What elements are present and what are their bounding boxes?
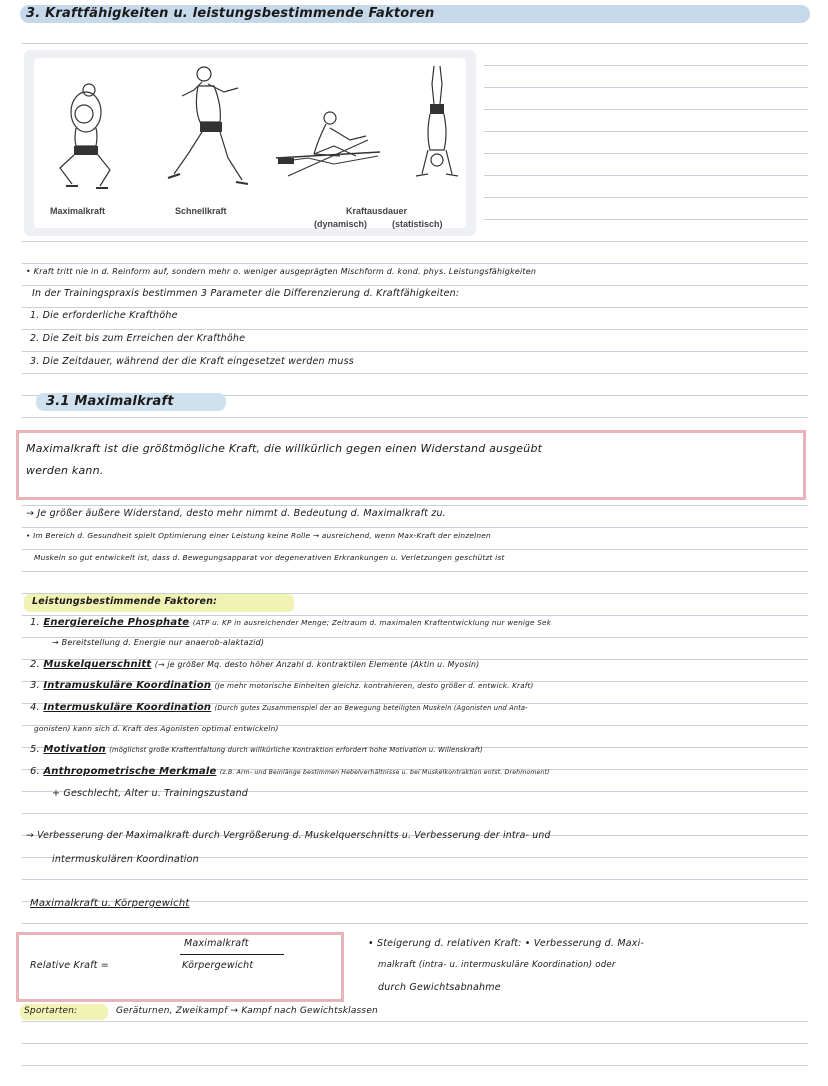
fraction-bar <box>180 954 284 955</box>
maximalkraft-athlete-illustration <box>52 76 122 194</box>
definition-line-1: Maximalkraft ist die größtmögliche Kraft, die willkürlich gegen einen Widerstand ausgeübt <box>26 442 543 455</box>
page-heading: 3. Kraftfähigkeiten u. leistungsbestimmende Faktoren <box>26 6 435 21</box>
schnellkraft-athlete-illustration <box>164 62 254 194</box>
figure-panel <box>34 58 466 228</box>
relative-strength-line-2: malkraft (intra- u. intermuskuläre Koordination) oder <box>378 960 616 970</box>
kraftausdauer-statisch-handstand-illustration <box>412 64 462 196</box>
ruled-line <box>22 307 808 308</box>
ruled-line <box>22 241 808 242</box>
ruled-line <box>484 65 808 66</box>
figure-label-kraftausdauer: Kraftausdauer <box>346 206 408 216</box>
factor-row <box>30 702 528 713</box>
factor-name: Energiereiche Phosphate <box>43 617 190 628</box>
factor-row <box>30 766 550 777</box>
factor-name: Motivation <box>43 744 106 755</box>
sports-label: Sportarten: <box>24 1006 78 1016</box>
formula-label: Relative Kraft = <box>30 960 109 971</box>
factor-number: 1. <box>30 617 40 628</box>
bodyweight-title: Maximalkraft u. Körpergewicht <box>30 898 190 909</box>
ruled-line <box>22 813 808 814</box>
ruled-line <box>22 527 808 528</box>
ruled-line <box>484 219 808 220</box>
ruled-line <box>22 1043 808 1044</box>
section-3-1-heading: 3.1 Maximalkraft <box>46 394 174 409</box>
factor-row <box>30 617 551 628</box>
ruled-line <box>22 285 808 286</box>
kraftausdauer-dynamisch-rower-illustration <box>274 106 384 196</box>
figure-label-statisch: (statistisch) <box>392 219 443 229</box>
factor-number: 6. <box>30 766 40 777</box>
ruled-line <box>22 1065 808 1066</box>
ruled-line <box>22 923 808 924</box>
ruled-line <box>22 571 808 572</box>
factor-number: 4. <box>30 702 40 713</box>
ruled-line <box>484 197 808 198</box>
ruled-line <box>484 87 808 88</box>
ruled-line <box>484 131 808 132</box>
factor-description: (ATP u. KP in ausreichender Menge; Zeitraum d. maximalen Kraftentwicklung nur wenige Sek <box>192 618 552 627</box>
factor-description: (möglichst große Kraftentfaltung durch willkürliche Kontraktion erfordert hohe Motivation u. Willenskraft) <box>109 746 483 754</box>
ruled-line <box>22 373 808 374</box>
factor-row <box>30 744 483 755</box>
factor-name: Anthropometrische Merkmale <box>43 766 217 777</box>
factor-description: (Durch gutes Zusammenspiel der an Bewegung beteiligten Muskeln (Agonisten und Anta- <box>214 704 528 712</box>
factor-row <box>30 659 479 670</box>
parameter-item-3: 3. Die Zeitdauer, während der die Kraft eingesetzet werden muss <box>30 356 354 367</box>
factor-number: 5. <box>30 744 40 755</box>
relative-strength-line-1: • Steigerung d. relativen Kraft: • Verbesserung d. Maxi- <box>368 938 645 949</box>
factor-description: (z.B. Arm- und Beinlänge bestimmen Hebelverhältnisse u. bei Muskelkontraktion entst. Drehmoment) <box>219 769 550 776</box>
factor-name: Muskelquerschnitt <box>43 659 152 670</box>
factor-description: (→ je größer Mq. desto höher Anzahl d. kontraktilen Elemente (Aktin u. Myosin) <box>154 660 480 669</box>
factor-row <box>30 680 534 691</box>
ruled-line <box>484 175 808 176</box>
formula-denominator: Körpergewicht <box>182 960 254 971</box>
relative-strength-line-3: durch Gewichtsabnahme <box>378 982 501 993</box>
ruled-line <box>22 615 808 616</box>
factor-row-continuation: gonisten) kann sich d. Kraft des Agonisten optimal entwickeln) <box>34 724 279 733</box>
factor-description: (Je mehr motorische Einheiten gleichz. kontrahieren, desto größer d. entwick. Kraft) <box>214 681 534 690</box>
ruled-line <box>22 263 808 264</box>
ruled-line <box>22 329 808 330</box>
figure-label-schnellkraft: Schnellkraft <box>175 206 227 216</box>
improvement-line-2: intermuskulären Koordination <box>52 854 199 865</box>
ruled-line <box>484 153 808 154</box>
ruled-line <box>22 549 808 550</box>
note-resistance: → Je größer äußere Widerstand, desto mehr nimmt d. Bedeutung d. Maximalkraft zu. <box>26 508 446 519</box>
ruled-line <box>22 351 808 352</box>
figure-label-dynamisch: (dynamisch) <box>314 219 368 229</box>
ruled-line <box>22 1021 808 1022</box>
parameter-item-1: 1. Die erforderliche Krafthöhe <box>30 310 178 321</box>
parameter-item-2: 2. Die Zeit bis zum Erreichen der Krafthöhe <box>30 333 246 344</box>
ruled-line <box>484 109 808 110</box>
factor-row-continuation: → Bereitstellung d. Energie nur anaerob-alaktazid) <box>52 638 265 647</box>
sports-text: Geräturnen, Zweikampf → Kampf nach Gewichtsklassen <box>116 1006 378 1016</box>
figure-label-maximalkraft: Maximalkraft <box>50 206 106 216</box>
improvement-line-1: → Verbesserung der Maximalkraft durch Vergrößerung d. Muskelquerschnitts u. Verbesserung der intra- und <box>26 830 551 841</box>
factor-name: Intermuskuläre Koordination <box>43 702 212 713</box>
note-health-line-1: • Im Bereich d. Gesundheit spielt Optimierung einer Leistung keine Rolle → ausreichend, wenn Max-Kraft der einzelnen <box>26 531 491 540</box>
ruled-line <box>22 879 808 880</box>
factor-number: 2. <box>30 659 40 670</box>
ruled-line <box>22 505 808 506</box>
formula-numerator: Maximalkraft <box>184 938 249 949</box>
factor-row-continuation: + Geschlecht, Alter u. Trainingszustand <box>52 788 249 799</box>
intro-line-2: In der Trainingspraxis bestimmen 3 Parameter die Differenzierung d. Kraftfähigkeiten: <box>32 288 460 299</box>
factor-name: Intramuskuläre Koordination <box>43 680 212 691</box>
ruled-line <box>22 417 808 418</box>
factor-number: 3. <box>30 680 40 691</box>
definition-line-2: werden kann. <box>26 464 104 477</box>
factors-title: Leistungsbestimmende Faktoren: <box>32 596 218 607</box>
note-health-line-2: Muskeln so gut entwickelt ist, dass d. Bewegungsapparat vor degenerativen Erkrankungen u. Verletzungen geschützt ist <box>34 553 505 562</box>
definition-box <box>16 430 806 500</box>
intro-line-1: • Kraft tritt nie in d. Reinform auf, sondern mehr o. weniger ausgeprägten Mischform d. kond. phys. Leistungsfähigkeiten <box>26 267 537 276</box>
ruled-line <box>22 43 808 44</box>
